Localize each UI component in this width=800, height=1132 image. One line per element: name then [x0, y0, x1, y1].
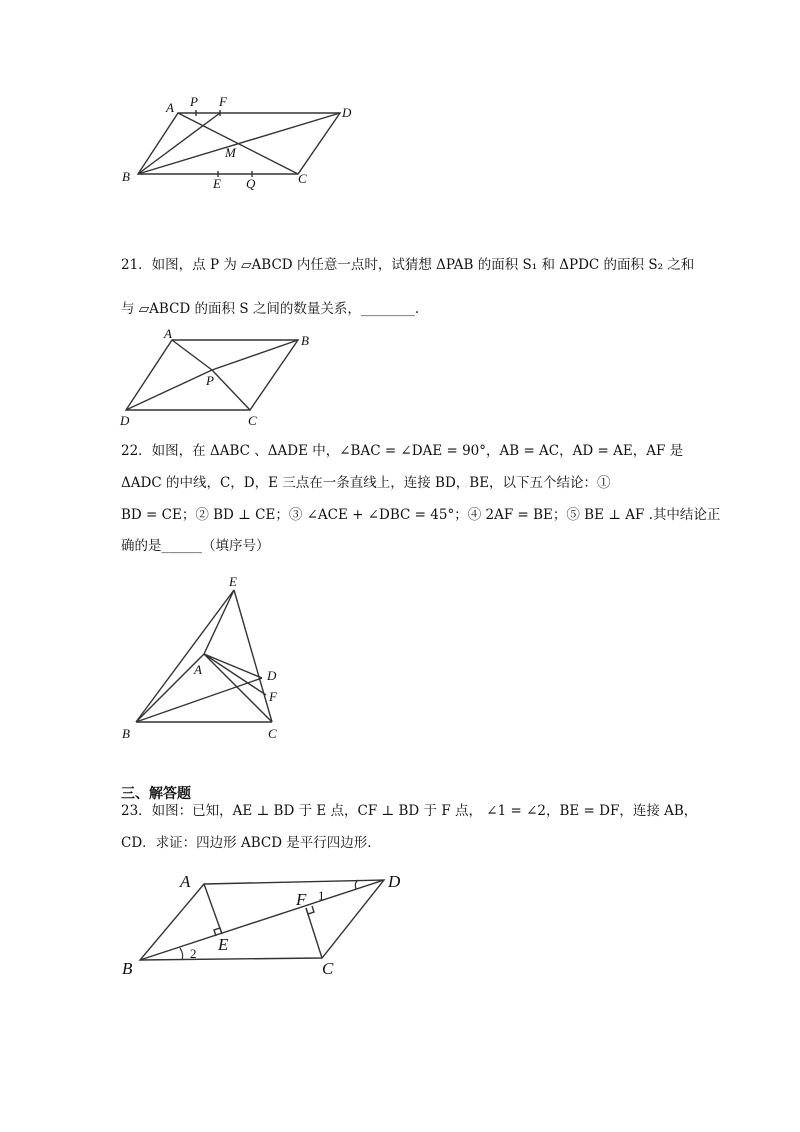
label-b: B [301, 333, 309, 348]
label-c: C [268, 726, 277, 741]
figure-q23 [110, 862, 420, 982]
label-d: D [342, 105, 352, 120]
angle-arc-1 [355, 880, 358, 889]
segment-pb [212, 340, 298, 370]
segment-pc [212, 370, 250, 410]
label-f: F [269, 689, 277, 704]
figure-q22 [110, 570, 310, 750]
label-a: A [194, 662, 202, 677]
segment-cf [306, 908, 322, 958]
label-p: P [206, 373, 214, 388]
question-22-line-3: BD = CE；② BD ⊥ CE；③ ∠ACE + ∠DBC = 45°；④ 2AF = BE；⑤ BE ⊥ AF .其中结论正 [121, 507, 721, 523]
segment-ae [204, 884, 222, 934]
label-c: C [298, 171, 307, 186]
label-p: P [190, 94, 198, 109]
label-e: E [218, 935, 229, 954]
label-a: A [180, 872, 191, 891]
label-q: Q [246, 176, 256, 191]
question-23-line-1: 23．如图：已知，AE ⊥ BD 于 E 点，CF ⊥ BD 于 F 点， ∠1 = ∠2，BE = DF，连接 AB， [121, 803, 698, 819]
label-e: E [213, 176, 221, 191]
question-23-line-2: CD．求证：四边形 ABCD 是平行四边形. [121, 835, 372, 851]
question-22-line-2: ΔADC 的中线，C，D，E 三点在一条直线上，连接 BD，BE，以下五个结论：① [121, 475, 611, 491]
question-22-line-1: 22．如图，在 ΔABC 、ΔADE 中，∠BAC = ∠DAE = 90°，AB = AC，AD = AE，AF 是 [121, 443, 684, 459]
diagonal-bd [138, 113, 340, 174]
label-d: D [120, 413, 130, 428]
label-f: F [296, 890, 307, 909]
label-d: D [388, 872, 401, 891]
label-d: D [267, 668, 277, 683]
question-22-line-4: 确的是______（填序号） [121, 538, 270, 554]
angle-arc-2 [180, 948, 183, 960]
diagonal-bd [140, 880, 384, 960]
segment-bf [138, 113, 220, 174]
question-21-line-2: 与 ▱ABCD 的面积 S 之间的数量关系，________. [121, 301, 420, 317]
segment-pa [172, 340, 212, 370]
section-heading: 三、解答题 [121, 786, 191, 802]
label-angle-2: 2 [190, 946, 197, 961]
label-c: C [248, 413, 257, 428]
segment-be [136, 590, 234, 722]
label-m: M [225, 145, 236, 160]
question-21-line-1: 21．如图，点 P 为 ▱ABCD 内任意一点时，试猜想 ΔPAB 的面积 S₁ 和 ΔPDC 的面积 S₂ 之和 [121, 257, 695, 273]
label-b: B [122, 959, 133, 978]
label-angle-1: 1 [318, 888, 325, 903]
label-b: B [122, 169, 130, 184]
label-c: C [322, 959, 334, 978]
label-a: A [166, 100, 174, 115]
segment-af [204, 654, 266, 695]
segment-bd [136, 678, 262, 722]
label-f: F [219, 94, 227, 109]
figure-q20 [110, 90, 370, 200]
label-b: B [122, 726, 130, 741]
figure-q21 [110, 326, 330, 432]
right-angle-f [306, 906, 314, 914]
label-a: A [164, 326, 172, 341]
segment-ea [204, 590, 234, 654]
label-e: E [229, 574, 237, 589]
